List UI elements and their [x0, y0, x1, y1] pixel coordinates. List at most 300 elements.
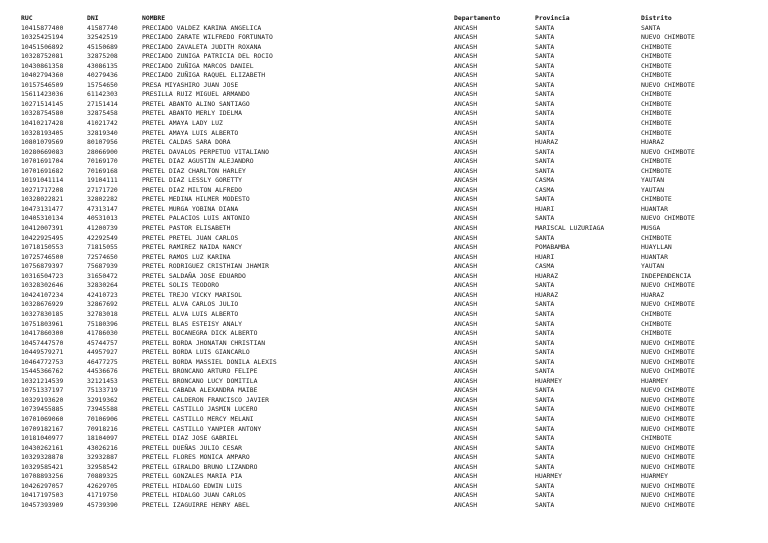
cell-distrito: NUEVO CHIMBOTE [641, 367, 695, 376]
table-row [0, 300, 768, 310]
cell-ruc: 10329328878 [21, 453, 64, 462]
cell-nombre: PRESILLA RUIZ MIGUEL ARMANDO [142, 90, 250, 99]
cell-ruc: 10701069060 [21, 414, 64, 423]
table-row [0, 129, 768, 139]
column-header-ruc: RUC [21, 14, 33, 22]
cell-distrito: NUEVO CHIMBOTE [641, 214, 695, 223]
cell-provincia: SANTA [535, 462, 555, 471]
cell-departamento: ANCASH [454, 281, 478, 290]
table-row [0, 329, 768, 339]
table-row [0, 377, 768, 387]
cell-departamento: ANCASH [454, 147, 478, 156]
cell-departamento: ANCASH [454, 109, 478, 118]
cell-departamento: ANCASH [454, 52, 478, 61]
cell-departamento: ANCASH [454, 224, 478, 233]
cell-provincia: SANTA [535, 338, 555, 347]
table-row [0, 405, 768, 415]
cell-ruc: 10191041114 [21, 176, 64, 185]
cell-departamento: ANCASH [454, 300, 478, 309]
cell-dni: 41021742 [87, 119, 118, 128]
cell-nombre: PRETELL CASTILLO YANPIER ANTONY [142, 424, 262, 433]
cell-ruc: 10271717208 [21, 185, 64, 194]
cell-departamento: ANCASH [454, 414, 478, 423]
cell-ruc: 10328752081 [21, 52, 64, 61]
cell-dni: 32932887 [87, 453, 118, 462]
cell-distrito: NUEVO CHIMBOTE [641, 80, 695, 89]
cell-departamento: ANCASH [454, 157, 478, 166]
cell-distrito: CHIMBOTE [641, 61, 672, 70]
cell-departamento: ANCASH [454, 290, 478, 299]
cell-dni: 61142303 [87, 90, 118, 99]
cell-dni: 43086135 [87, 61, 118, 70]
cell-distrito: NUEVO CHIMBOTE [641, 491, 695, 500]
table-row [0, 367, 768, 377]
cell-nombre: PRETEL DIAZ AGUSTIN ALEJANDRO [142, 157, 254, 166]
table-row [0, 253, 768, 263]
cell-nombre: PRETELL GONZALES MARIA PIA [142, 472, 243, 481]
cell-nombre: PRECIADO ZAVALETA JUDITH ROXANA [142, 42, 262, 51]
cell-departamento: ANCASH [454, 462, 478, 471]
cell-nombre: PRETEL RAMOS LUZ KARINA [142, 252, 231, 261]
cell-nombre: PRETEL SALDAÑA JOSE EDUARDO [142, 271, 246, 280]
cell-departamento: ANCASH [454, 214, 478, 223]
column-header-departamento: Departamento [454, 14, 501, 22]
table-row [0, 167, 768, 177]
cell-distrito: CHIMBOTE [641, 319, 672, 328]
cell-nombre: PRETEL MURGA YOBINA DIANA [142, 204, 239, 213]
cell-departamento: ANCASH [454, 424, 478, 433]
cell-provincia: HUARI [535, 252, 555, 261]
cell-departamento: ANCASH [454, 119, 478, 128]
cell-dni: 75687939 [87, 262, 118, 271]
cell-ruc: 10415877400 [21, 23, 64, 32]
cell-provincia: SANTA [535, 71, 555, 80]
cell-ruc: 10426297057 [21, 481, 64, 490]
cell-distrito: HUANTAR [641, 252, 668, 261]
cell-dni: 32958542 [87, 462, 118, 471]
cell-ruc: 10701691704 [21, 157, 64, 166]
cell-dni: 45744757 [87, 338, 118, 347]
cell-dni: 44536676 [87, 367, 118, 376]
cell-nombre: PRETELL HIDALGO EDWIN LUIS [142, 481, 243, 490]
cell-dni: 19104111 [87, 176, 118, 185]
cell-distrito: MUSGA [641, 224, 661, 233]
cell-dni: 47313147 [87, 204, 118, 213]
table-row [0, 482, 768, 492]
table-row [0, 176, 768, 186]
cell-ruc: 10751803961 [21, 319, 64, 328]
column-header-dni: DNI [87, 14, 99, 22]
cell-ruc: 10417197503 [21, 491, 64, 500]
cell-provincia: CASMA [535, 262, 555, 271]
cell-ruc: 10181040977 [21, 434, 64, 443]
cell-provincia: SANTA [535, 233, 555, 242]
cell-ruc: 10271514145 [21, 99, 64, 108]
table-row [0, 186, 768, 196]
cell-provincia: SANTA [535, 386, 555, 395]
cell-ruc: 10708893256 [21, 472, 64, 481]
cell-dni: 40279436 [87, 71, 118, 80]
cell-dni: 32875458 [87, 109, 118, 118]
cell-provincia: SANTA [535, 405, 555, 414]
cell-distrito: CHIMBOTE [641, 109, 672, 118]
cell-provincia: SANTA [535, 33, 555, 42]
cell-provincia: SANTA [535, 348, 555, 357]
table-row [0, 444, 768, 454]
cell-provincia: SANTA [535, 214, 555, 223]
cell-provincia: SANTA [535, 443, 555, 452]
cell-dni: 41587740 [87, 23, 118, 32]
cell-nombre: PRECIADO ZARATE WILFREDO FORTUNATO [142, 33, 273, 42]
cell-provincia: CASMA [535, 185, 555, 194]
cell-nombre: PRETEL PASTOR ELISABETH [142, 224, 231, 233]
cell-nombre: PRETEL PALACIOS LUIS ANTONIO [142, 214, 250, 223]
cell-ruc: 10457447570 [21, 338, 64, 347]
cell-dni: 18104097 [87, 434, 118, 443]
cell-departamento: ANCASH [454, 405, 478, 414]
cell-provincia: HUARI [535, 204, 555, 213]
cell-distrito: CHIMBOTE [641, 71, 672, 80]
cell-distrito: CHIMBOTE [641, 90, 672, 99]
table-row [0, 138, 768, 148]
cell-nombre: PRETEL DIAZ LESSLY GORETTY [142, 176, 243, 185]
table-row [0, 62, 768, 72]
cell-departamento: ANCASH [454, 42, 478, 51]
cell-dni: 32121453 [87, 376, 118, 385]
table-row [0, 71, 768, 81]
cell-provincia: MARISCAL LUZURIAGA [535, 224, 605, 233]
cell-distrito: YAUTAN [641, 185, 665, 194]
cell-dni: 45150689 [87, 42, 118, 51]
cell-nombre: PRECIADO ZUÑIGA RAQUEL ELIZABETH [142, 71, 266, 80]
cell-nombre: PRETELL ALVA LUIS ALBERTO [142, 309, 239, 318]
cell-provincia: SANTA [535, 453, 555, 462]
table-row [0, 214, 768, 224]
cell-dni: 75133719 [87, 386, 118, 395]
column-header-distrito: Distrito [641, 14, 672, 22]
cell-departamento: ANCASH [454, 195, 478, 204]
cell-dni: 45739390 [87, 500, 118, 509]
cell-dni: 32867692 [87, 300, 118, 309]
cell-distrito: NUEVO CHIMBOTE [641, 462, 695, 471]
cell-distrito: NUEVO CHIMBOTE [641, 424, 695, 433]
cell-ruc: 10457393909 [21, 500, 64, 509]
cell-nombre: PRETELL CABADA ALEXANDRA MAIBE [142, 386, 258, 395]
cell-provincia: SANTA [535, 434, 555, 443]
cell-ruc: 10709182167 [21, 424, 64, 433]
cell-departamento: ANCASH [454, 33, 478, 42]
cell-nombre: PRETEL AMAYA LUIS ALBERTO [142, 128, 239, 137]
cell-provincia: SANTA [535, 42, 555, 51]
cell-distrito: YAUTAN [641, 176, 665, 185]
cell-provincia: SANTA [535, 128, 555, 137]
cell-departamento: ANCASH [454, 252, 478, 261]
cell-dni: 32819340 [87, 128, 118, 137]
cell-departamento: ANCASH [454, 376, 478, 385]
cell-departamento: ANCASH [454, 71, 478, 80]
cell-distrito: NUEVO CHIMBOTE [641, 281, 695, 290]
cell-departamento: ANCASH [454, 185, 478, 194]
cell-dni: 41786030 [87, 329, 118, 338]
cell-nombre: PRETEL MEDINA HILMER MODESTO [142, 195, 250, 204]
cell-ruc: 10751337197 [21, 386, 64, 395]
cell-ruc: 10316504723 [21, 271, 64, 280]
cell-departamento: ANCASH [454, 357, 478, 366]
cell-ruc: 10329585421 [21, 462, 64, 471]
cell-dni: 27151414 [87, 99, 118, 108]
cell-nombre: PRETEL ABANTO MERLY IDELMA [142, 109, 243, 118]
cell-nombre: PRECIADO VALDEZ KARINA ANGELICA [142, 23, 262, 32]
table-row [0, 281, 768, 291]
cell-ruc: 10402794360 [21, 71, 64, 80]
cell-ruc: 10464772753 [21, 357, 64, 366]
cell-dni: 73945588 [87, 405, 118, 414]
cell-nombre: PRETEL DAVALOS PERPETUO VITALIANO [142, 147, 269, 156]
cell-ruc: 10410217428 [21, 119, 64, 128]
cell-dni: 70169170 [87, 157, 118, 166]
table-row [0, 119, 768, 129]
cell-departamento: ANCASH [454, 243, 478, 252]
cell-dni: 32875208 [87, 52, 118, 61]
cell-departamento: ANCASH [454, 90, 478, 99]
cell-provincia: SANTA [535, 119, 555, 128]
cell-dni: 27171720 [87, 185, 118, 194]
cell-nombre: PRETELL BORDA JHONATAN CHRISTIAN [142, 338, 266, 347]
cell-provincia: SANTA [535, 52, 555, 61]
cell-provincia: SANTA [535, 309, 555, 318]
cell-provincia: HUARAZ [535, 271, 559, 280]
cell-distrito: HUARMEY [641, 472, 668, 481]
table-row [0, 463, 768, 473]
cell-departamento: ANCASH [454, 319, 478, 328]
cell-provincia: CASMA [535, 176, 555, 185]
cell-dni: 44957927 [87, 348, 118, 357]
table-row [0, 100, 768, 110]
cell-departamento: ANCASH [454, 329, 478, 338]
cell-nombre: PRETEL DIAZ MILTON ALFREDO [142, 185, 243, 194]
records-table [0, 14, 768, 510]
cell-departamento: ANCASH [454, 233, 478, 242]
cell-dni: 28066900 [87, 147, 118, 156]
table-row [0, 90, 768, 100]
cell-nombre: PRETELL HIDALGO JUAN CARLOS [142, 491, 246, 500]
cell-provincia: HUARMEY [535, 376, 562, 385]
cell-provincia: SANTA [535, 491, 555, 500]
cell-provincia: SANTA [535, 500, 555, 509]
cell-nombre: PRETELL IZAGUIRRE HENRY ABEL [142, 500, 250, 509]
cell-distrito: NUEVO CHIMBOTE [641, 481, 695, 490]
table-row [0, 272, 768, 282]
cell-provincia: SANTA [535, 414, 555, 423]
cell-departamento: ANCASH [454, 395, 478, 404]
cell-departamento: ANCASH [454, 138, 478, 147]
cell-ruc: 10327830185 [21, 309, 64, 318]
cell-distrito: NUEVO CHIMBOTE [641, 348, 695, 357]
table-row [0, 109, 768, 119]
cell-distrito: CHIMBOTE [641, 309, 672, 318]
table-row [0, 358, 768, 368]
cell-nombre: PRETEL ABANTO ALINO SANTIAGO [142, 99, 250, 108]
cell-ruc: 10157546509 [21, 80, 64, 89]
cell-ruc: 10329193620 [21, 395, 64, 404]
cell-dni: 40531013 [87, 214, 118, 223]
cell-dni: 15754650 [87, 80, 118, 89]
cell-distrito: NUEVO CHIMBOTE [641, 33, 695, 42]
cell-provincia: SANTA [535, 80, 555, 89]
cell-distrito: NUEVO CHIMBOTE [641, 395, 695, 404]
cell-provincia: SANTA [535, 109, 555, 118]
cell-nombre: PRETELL DIAZ JOSE GABRIEL [142, 434, 239, 443]
cell-ruc: 10417860300 [21, 329, 64, 338]
cell-dni: 42629705 [87, 481, 118, 490]
cell-dni: 42410723 [87, 290, 118, 299]
cell-nombre: PRETELL BOCANEGRA DICK ALBERTO [142, 329, 258, 338]
cell-ruc: 10412007391 [21, 224, 64, 233]
cell-nombre: PRETEL DIAZ CHARLTON HARLEY [142, 166, 246, 175]
cell-departamento: ANCASH [454, 367, 478, 376]
cell-departamento: ANCASH [454, 271, 478, 280]
cell-departamento: ANCASH [454, 443, 478, 452]
cell-nombre: PRETEL SOLIS TEODORO [142, 281, 219, 290]
cell-ruc: 10449579271 [21, 348, 64, 357]
cell-nombre: PRETELL BORDA LUIS GIANCARLO [142, 348, 250, 357]
cell-nombre: PRETELL CALDERON FRANCISCO JAVIER [142, 395, 269, 404]
cell-provincia: SANTA [535, 147, 555, 156]
cell-departamento: ANCASH [454, 80, 478, 89]
cell-dni: 71815055 [87, 243, 118, 252]
cell-departamento: ANCASH [454, 309, 478, 318]
cell-ruc: 10718150553 [21, 243, 64, 252]
cell-dni: 70889325 [87, 472, 118, 481]
cell-provincia: SANTA [535, 166, 555, 175]
cell-provincia: SANTA [535, 157, 555, 166]
table-row [0, 24, 768, 34]
cell-provincia: SANTA [535, 357, 555, 366]
cell-provincia: SANTA [535, 90, 555, 99]
cell-distrito: HUANTAR [641, 204, 668, 213]
table-row [0, 434, 768, 444]
cell-nombre: PRETELL BLAS ESTEISY ANALY [142, 319, 243, 328]
cell-dni: 70169168 [87, 166, 118, 175]
table-row [0, 195, 768, 205]
cell-ruc: 10328754580 [21, 109, 64, 118]
cell-ruc: 10725746500 [21, 252, 64, 261]
cell-nombre: PRETELL CASTILLO JASMIN LUCERO [142, 405, 258, 414]
cell-ruc: 10430861358 [21, 61, 64, 70]
cell-distrito: NUEVO CHIMBOTE [641, 357, 695, 366]
cell-provincia: HUARMEY [535, 472, 562, 481]
table-row [0, 453, 768, 463]
cell-dni: 32802282 [87, 195, 118, 204]
cell-provincia: SANTA [535, 329, 555, 338]
cell-nombre: PRETELL BRONCANO LUCY DOMITILA [142, 376, 258, 385]
cell-ruc: 10739455885 [21, 405, 64, 414]
header-row [0, 14, 768, 24]
cell-distrito: NUEVO CHIMBOTE [641, 338, 695, 347]
table-row [0, 262, 768, 272]
cell-distrito: CHIMBOTE [641, 157, 672, 166]
table-row [0, 415, 768, 425]
cell-distrito: CHIMBOTE [641, 166, 672, 175]
cell-dni: 32783018 [87, 309, 118, 318]
cell-nombre: PRETEL RAMIREZ NAIDA NANCY [142, 243, 243, 252]
cell-ruc: 10701691682 [21, 166, 64, 175]
cell-distrito: CHIMBOTE [641, 128, 672, 137]
cell-departamento: ANCASH [454, 99, 478, 108]
cell-distrito: HUARAZ [641, 138, 665, 147]
table-row [0, 157, 768, 167]
cell-ruc: 15445366762 [21, 367, 64, 376]
cell-ruc: 10328193405 [21, 128, 64, 137]
cell-dni: 75180396 [87, 319, 118, 328]
cell-provincia: SANTA [535, 367, 555, 376]
cell-provincia: SANTA [535, 281, 555, 290]
cell-departamento: ANCASH [454, 262, 478, 271]
cell-dni: 70106906 [87, 414, 118, 423]
cell-dni: 41200739 [87, 224, 118, 233]
cell-departamento: ANCASH [454, 61, 478, 70]
table-row [0, 234, 768, 244]
cell-distrito: HUAYLLAN [641, 243, 672, 252]
cell-distrito: NUEVO CHIMBOTE [641, 453, 695, 462]
cell-distrito: NUEVO CHIMBOTE [641, 500, 695, 509]
cell-provincia: SANTA [535, 195, 555, 204]
cell-provincia: SANTA [535, 319, 555, 328]
cell-dni: 32919362 [87, 395, 118, 404]
cell-nombre: PRETEL TREJO VICKY MARISOL [142, 290, 243, 299]
cell-nombre: PRESA MIYASHIRO JUAN JOSE [142, 80, 239, 89]
cell-provincia: SANTA [535, 300, 555, 309]
table-row [0, 386, 768, 396]
table-row [0, 310, 768, 320]
cell-nombre: PRECIADO ZUNIGA PATRICIA DEL ROCIO [142, 52, 273, 61]
cell-dni: 46477275 [87, 357, 118, 366]
cell-departamento: ANCASH [454, 23, 478, 32]
cell-nombre: PRETELL FLORES MONICA AMPARO [142, 453, 250, 462]
table-row [0, 291, 768, 301]
cell-provincia: HUARAZ [535, 138, 559, 147]
cell-provincia: SANTA [535, 99, 555, 108]
cell-distrito: NUEVO CHIMBOTE [641, 414, 695, 423]
cell-nombre: PRETELL BORDA MASSIEL DONILA ALEXIS [142, 357, 277, 366]
cell-nombre: PRETELL GIRALDO BRUNO LIZANDRO [142, 462, 258, 471]
cell-distrito: INDEPENDENCIA [641, 271, 692, 280]
cell-ruc: 10430262161 [21, 443, 64, 452]
cell-provincia: SANTA [535, 23, 555, 32]
cell-nombre: PRECIADO ZUÑIGA MARCOS DANIEL [142, 61, 254, 70]
cell-departamento: ANCASH [454, 204, 478, 213]
table-row [0, 501, 768, 511]
cell-distrito: NUEVO CHIMBOTE [641, 386, 695, 395]
table-row [0, 52, 768, 62]
cell-departamento: ANCASH [454, 453, 478, 462]
cell-distrito: NUEVO CHIMBOTE [641, 300, 695, 309]
cell-departamento: ANCASH [454, 348, 478, 357]
cell-distrito: CHIMBOTE [641, 195, 672, 204]
cell-distrito: CHIMBOTE [641, 99, 672, 108]
cell-departamento: ANCASH [454, 491, 478, 500]
cell-ruc: 10321214539 [21, 376, 64, 385]
column-header-nombre: NOMBRE [142, 14, 166, 22]
cell-ruc: 10328676929 [21, 300, 64, 309]
cell-distrito: CHIMBOTE [641, 52, 672, 61]
cell-dni: 32542519 [87, 33, 118, 42]
cell-departamento: ANCASH [454, 434, 478, 443]
data-sheet [0, 14, 768, 510]
table-row [0, 148, 768, 158]
cell-distrito: CHIMBOTE [641, 119, 672, 128]
cell-nombre: PRETEL CALDAS SARA DORA [142, 138, 231, 147]
